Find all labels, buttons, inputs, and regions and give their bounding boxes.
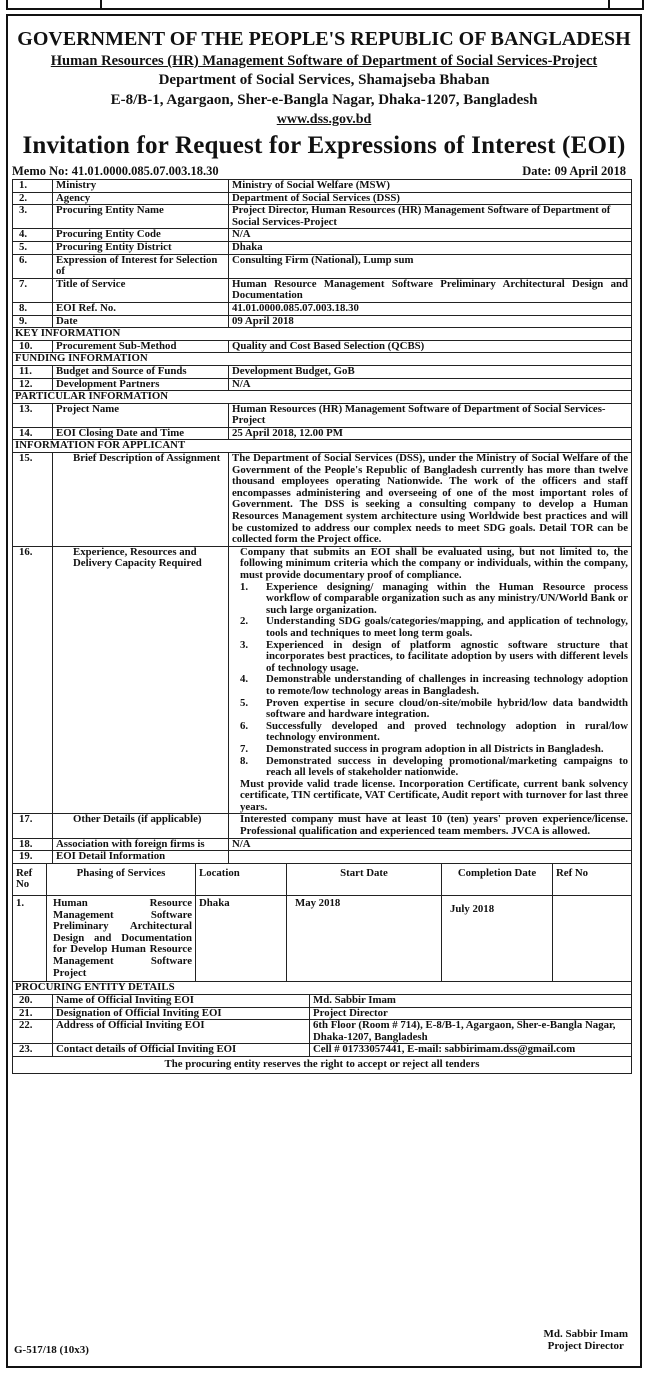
row-number: 8. <box>13 302 53 315</box>
row-label: Expression of Interest for Selection of <box>53 254 229 278</box>
row-number: 5. <box>13 241 53 254</box>
item-text: Understanding SDG goals/categories/mapping, and application of technology, tools and techniques to meet long term goals. <box>266 615 628 639</box>
row-label: Ministry <box>53 180 229 193</box>
phase-description: Human Resource Management Software Preliminary Architectural Design and Documentation for Develop Human Resource Management Software Project <box>47 896 196 982</box>
section-row <box>13 328 632 341</box>
item-number: 8. <box>240 754 249 767</box>
project-heading: Human Resources (HR) Management Software of Department of Social Services-Project <box>50 53 598 69</box>
row-number: 23. <box>13 1044 53 1057</box>
list-item <box>232 616 628 639</box>
row-label: Title of Service <box>53 278 229 302</box>
list-item <box>232 674 628 697</box>
table-row <box>13 378 632 391</box>
signatory-name: Md. Sabbir Imam <box>543 1328 628 1340</box>
row-value: Project Director <box>310 1007 632 1020</box>
signatory-title: Project Director <box>547 1340 624 1352</box>
row-value: 6th Floor (Room # 714), E-8/B-1, Agargaon, Sher-e-Bangla Nagar, Dhaka-1207, Bangladesh <box>310 1020 632 1044</box>
row-value: N/A <box>229 838 632 851</box>
row-label: Procuring Entity Code <box>53 229 229 242</box>
item-number: 1. <box>240 580 249 593</box>
section-row <box>13 440 632 453</box>
publication-code: G-517/18 (10x3) <box>14 1344 89 1356</box>
row-label: Procuring Entity Name <box>53 205 229 229</box>
table-row <box>13 851 632 864</box>
table-row <box>13 814 632 838</box>
col-header-completion: Completion Date <box>442 864 553 896</box>
website-link[interactable]: www.dss.gov.bd <box>276 112 372 127</box>
row-label: EOI Ref. No. <box>53 302 229 315</box>
criteria-outro: Must provide valid trade license. Incorporation Certificate, current bank solvency certificate, TIN certificate, VAT Certificate, Audit report with turnover for last three years. <box>240 777 628 813</box>
row-value: Interested company must have at least 10 (ten) years' proven experience/license. Professional qualification and experienced team members. JVCA is allowed. <box>229 814 632 838</box>
item-text: Experience designing/ managing within the Human Resource process workflow of comparable organization such as any ministry/UN/World Bank or such large organization. <box>266 580 629 616</box>
row-label: Date <box>53 315 229 328</box>
row-number: 19. <box>13 851 53 864</box>
section-procuring-entity: PROCURING ENTITY DETAILS <box>13 982 632 995</box>
row-value: Human Resources (HR) Management Software of Department of Social Services-Project <box>229 403 632 427</box>
phase-start: May 2018 <box>287 896 442 982</box>
row-number: 13. <box>13 403 53 427</box>
item-text: Experienced in design of platform agnostic software structure that incorporates best practices, to facilitate adoption by users with different levels of technology usage. <box>266 638 628 674</box>
section-row <box>13 982 632 995</box>
row-number: 1. <box>13 180 53 193</box>
table-row <box>13 546 632 814</box>
phase-refno <box>553 896 632 982</box>
row-label: EOI Detail Information <box>53 851 229 864</box>
government-heading: GOVERNMENT OF THE PEOPLE'S REPUBLIC OF BANGLADESH <box>17 28 631 50</box>
table-row <box>13 1020 632 1044</box>
table-row <box>13 192 632 205</box>
row-label: Address of Official Inviting EOI <box>53 1020 310 1044</box>
row-label: Association with foreign firms is <box>53 838 229 851</box>
item-text: Proven expertise in secure cloud/on-site/mobile hybrid/low data bandwidth software and hardware integration. <box>266 696 628 721</box>
item-number: 2. <box>240 615 249 628</box>
procuring-table <box>12 994 632 1074</box>
row-label: Name of Official Inviting EOI <box>53 995 310 1008</box>
table-row <box>13 1044 632 1057</box>
row-number: 9. <box>13 315 53 328</box>
item-number: 7. <box>240 742 249 755</box>
row-label: Designation of Official Inviting EOI <box>53 1007 310 1020</box>
reserve-note: The procuring entity reserves the right to accept or reject all tenders <box>13 1056 632 1073</box>
row-number: 11. <box>13 365 53 378</box>
list-item <box>232 640 628 675</box>
row-value: Department of Social Services (DSS) <box>229 192 632 205</box>
row-number: 21. <box>13 1007 53 1020</box>
row-label: Budget and Source of Funds <box>53 365 229 378</box>
col-header-start: Start Date <box>287 864 442 896</box>
item-text: Demonstrable understanding of challenges in increasing technology adoption to remote/low technology areas in Bangladesh. <box>266 673 628 697</box>
phase-completion: July 2018 <box>442 896 553 982</box>
row-label: Contact details of Official Inviting EOI <box>53 1044 310 1057</box>
phasing-table <box>13 864 631 981</box>
table-row <box>13 365 632 378</box>
list-item <box>232 698 628 721</box>
row-value: 41.01.0000.085.07.003.18.30 <box>229 302 632 315</box>
row-number: 16. <box>13 546 53 814</box>
section-particular-information: PARTICULAR INFORMATION <box>13 391 632 404</box>
table-row <box>13 229 632 242</box>
list-item <box>232 744 628 756</box>
row-label: Agency <box>53 192 229 205</box>
table-row <box>13 995 632 1008</box>
phasing-data-row <box>13 896 631 982</box>
list-item <box>232 582 628 617</box>
row-number: 17. <box>13 814 53 838</box>
row-label: Procuring Entity District <box>53 241 229 254</box>
row-label: Experience, Resources and Delivery Capacity Required <box>53 546 229 814</box>
row-value <box>229 546 632 814</box>
row-value: Human Resource Management Software Preliminary Architectural Design and Documentation <box>229 278 632 302</box>
row-label: EOI Closing Date and Time <box>53 427 229 440</box>
row-number: 14. <box>13 427 53 440</box>
row-number: 18. <box>13 838 53 851</box>
row-value: Project Director, Human Resources (HR) Management Software of Department of Social Services-Project <box>229 205 632 229</box>
item-number: 6. <box>240 719 249 732</box>
phasing-row <box>13 863 632 981</box>
row-number: 10. <box>13 340 53 353</box>
row-value: 25 April 2018, 12.00 PM <box>229 427 632 440</box>
item-number: 5. <box>240 696 249 709</box>
memo-date: Date: 09 April 2018 <box>522 164 626 178</box>
page-title: Invitation for Request for Expressions of Interest (EOI) <box>22 132 626 159</box>
memo-number: Memo No: 41.01.0000.085.07.003.18.30 <box>12 164 219 178</box>
item-text: Demonstrated success in developing promotional/marketing campaigns to reach all levels of stakeholder nationwide. <box>266 754 628 779</box>
memo-line <box>12 164 634 179</box>
row-number: 15. <box>13 453 53 547</box>
row-number: 2. <box>13 192 53 205</box>
row-value: Consulting Firm (National), Lump sum <box>229 254 632 278</box>
row-number: 12. <box>13 378 53 391</box>
col-header-ref: Ref No <box>13 864 47 896</box>
row-number: 20. <box>13 995 53 1008</box>
col-header-location: Location <box>196 864 287 896</box>
row-value: 09 April 2018 <box>229 315 632 328</box>
row-label: Procurement Sub-Method <box>53 340 229 353</box>
department-heading: Department of Social Services, Shamajseba Bhaban <box>158 72 490 88</box>
section-funding-information: FUNDING INFORMATION <box>13 353 632 366</box>
row-label: Project Name <box>53 403 229 427</box>
table-row <box>13 241 632 254</box>
table-row <box>13 838 632 851</box>
table-row <box>13 205 632 229</box>
col-header-refno: Ref No <box>553 864 632 896</box>
eoi-table <box>12 179 632 995</box>
table-row <box>13 403 632 427</box>
phase-ref: 1. <box>13 896 47 982</box>
section-row <box>13 353 632 366</box>
item-number: 3. <box>240 638 249 651</box>
table-row <box>13 453 632 547</box>
row-value: The Department of Social Services (DSS), under the Ministry of Social Welfare of the Government of the People's Republic of Bangladesh currently has more than twelve thousand employees operating Nationwide. The work of the officers and staff encompasses administering and overseeing of one of the most important roles of Government. The DSS is seeking a consulting company to develop a Human Resources Management system architecture using Worldwide best practices and will be customized to address our complex needs to meet SDG goals. Detail TOR can be collected form the Project office. <box>229 453 632 547</box>
row-number: 22. <box>13 1020 53 1044</box>
table-row <box>13 315 632 328</box>
section-key-information: KEY INFORMATION <box>13 328 632 341</box>
table-row <box>13 302 632 315</box>
item-text: Successfully developed and proved technology adoption in rural/low technology environment. <box>266 719 628 744</box>
row-number: 6. <box>13 254 53 278</box>
table-row <box>13 1007 632 1020</box>
table-row <box>13 278 632 302</box>
row-value: Md. Sabbir Imam <box>310 995 632 1008</box>
row-label: Brief Description of Assignment <box>53 453 229 547</box>
row-number: 7. <box>13 278 53 302</box>
section-row <box>13 391 632 404</box>
row-value: Ministry of Social Welfare (MSW) <box>229 180 632 193</box>
row-label: Other Details (if applicable) <box>53 814 229 838</box>
table-row <box>13 340 632 353</box>
table-row <box>13 180 632 193</box>
row-value: Dhaka <box>229 241 632 254</box>
table-row <box>13 254 632 278</box>
item-text: Demonstrated success in program adoption in all Districts in Bangladesh. <box>266 742 604 755</box>
list-item <box>232 721 628 744</box>
row-value: N/A <box>229 378 632 391</box>
item-number: 4. <box>240 673 249 686</box>
phase-location: Dhaka <box>196 896 287 982</box>
row-number: 4. <box>13 229 53 242</box>
table-row <box>13 427 632 440</box>
address-heading: E-8/B-1, Agargaon, Sher-e-Bangla Nagar, Dhaka-1207, Bangladesh <box>110 92 538 108</box>
notice-frame <box>6 14 642 1368</box>
row-label: Development Partners <box>53 378 229 391</box>
criteria-intro: Company that submits an EOI shall be evaluated using, but not limited to, the following minimum criteria which the company or individuals, within the company, must provide documentary proof of compliance. <box>240 545 628 581</box>
row-value: Development Budget, GoB <box>229 365 632 378</box>
top-border-band <box>6 0 644 10</box>
list-item <box>232 756 628 779</box>
row-value: Cell # 01733057441, E-mail: sabbirimam.dss@gmail.com <box>310 1044 632 1057</box>
row-value: N/A <box>229 229 632 242</box>
section-applicant-information: INFORMATION FOR APPLICANT <box>13 440 632 453</box>
col-header-phase: Phasing of Services <box>47 864 196 896</box>
phasing-header-row <box>13 864 631 896</box>
row-value: Quality and Cost Based Selection (QCBS) <box>229 340 632 353</box>
row-number: 3. <box>13 205 53 229</box>
reserve-row <box>13 1056 632 1073</box>
signature-block <box>544 1328 628 1352</box>
